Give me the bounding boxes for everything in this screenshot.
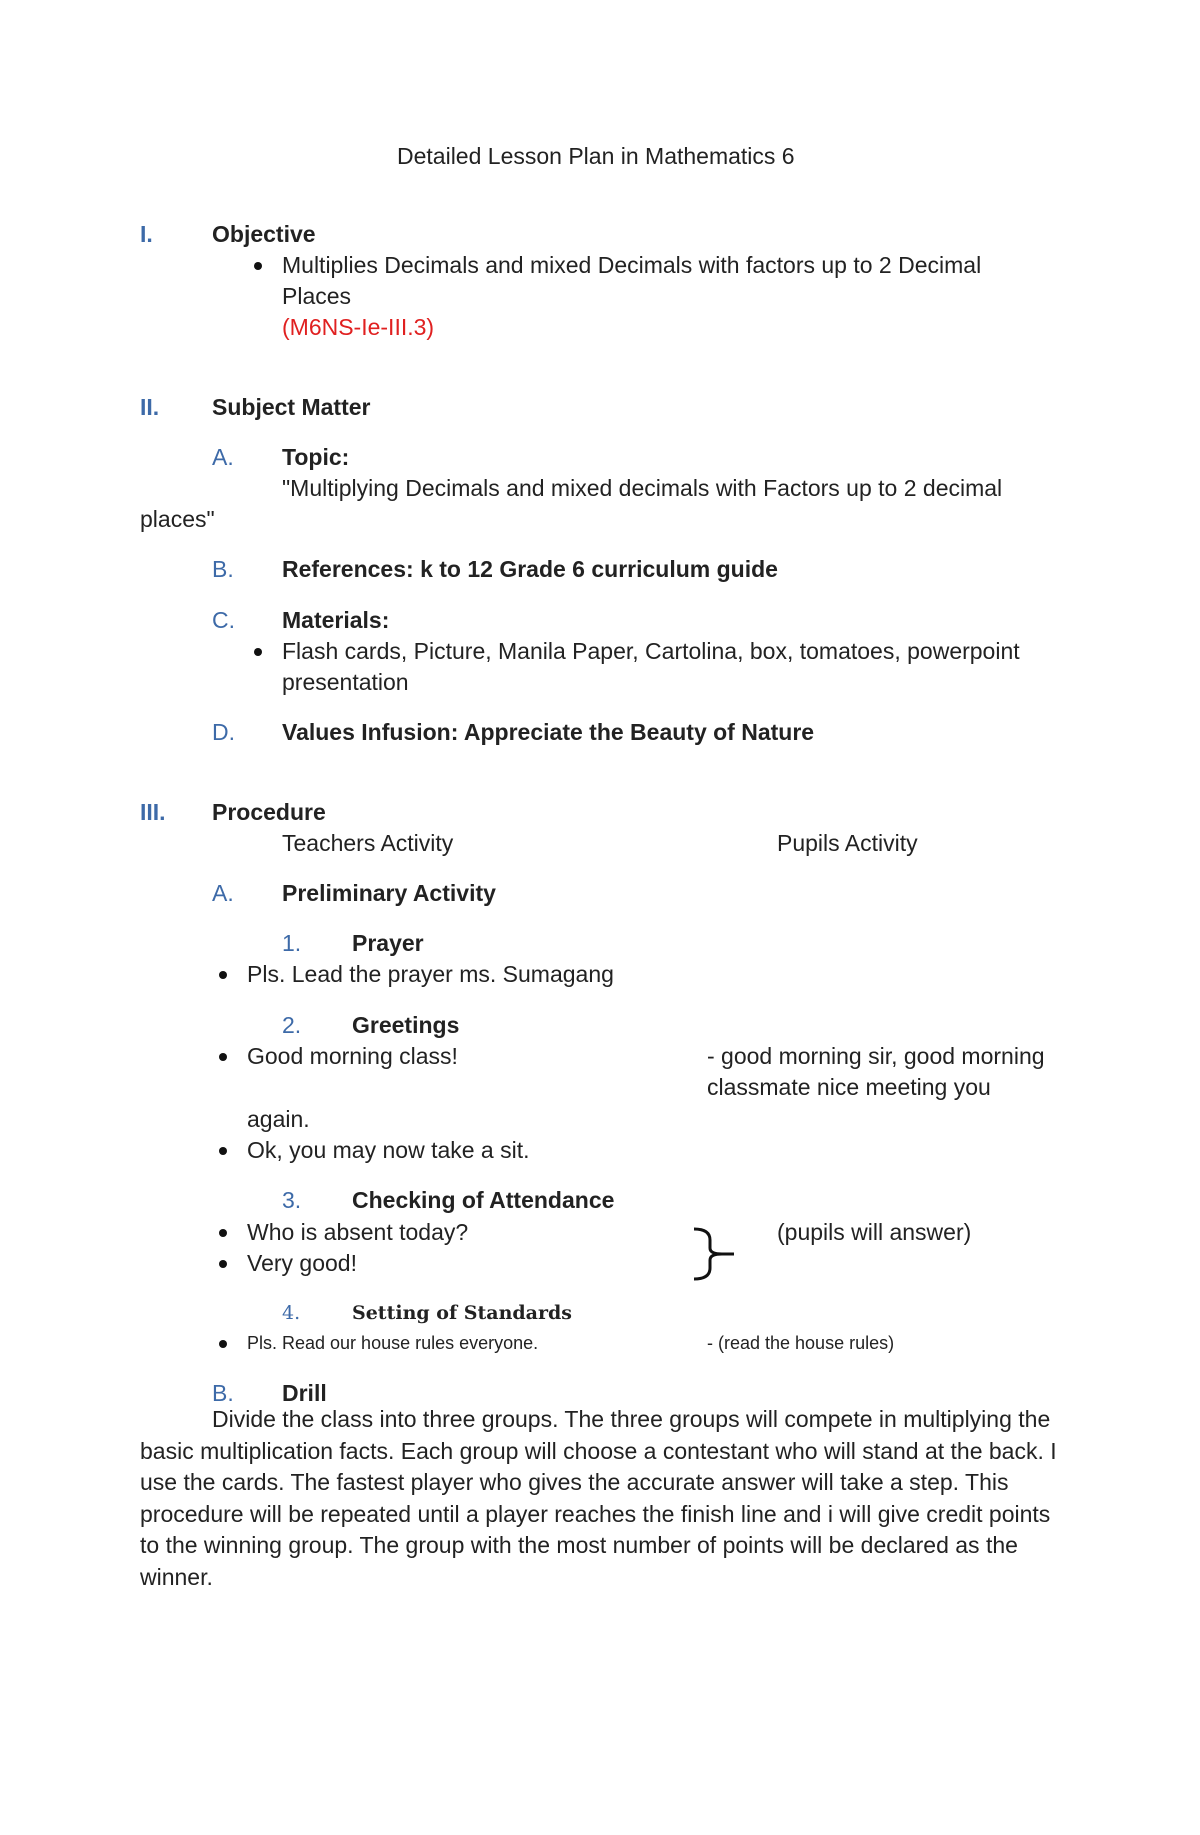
greetings-label: Greetings bbox=[352, 1012, 460, 1038]
objective-bullet: Multiplies Decimals and mixed Decimals with factors up to 2 Decimal bbox=[282, 252, 982, 278]
pupils-column-header: Pupils Activity bbox=[777, 830, 918, 856]
section-number: III. bbox=[140, 799, 166, 825]
section-heading: Procedure bbox=[212, 799, 326, 825]
greetings-teacher: Good morning class! bbox=[247, 1043, 458, 1069]
objective-bullet-continued: Places bbox=[282, 283, 352, 309]
attendance-pupil: (pupils will answer) bbox=[777, 1219, 972, 1245]
item-letter: B. bbox=[212, 556, 234, 582]
teachers-column-header: Teachers Activity bbox=[282, 830, 454, 856]
page-title: Detailed Lesson Plan in Mathematics 6 bbox=[397, 143, 795, 169]
curly-brace-icon bbox=[690, 1226, 738, 1282]
references-label: References: k to 12 Grade 6 curriculum guide bbox=[282, 556, 778, 582]
standards-pupil: - (read the house rules) bbox=[707, 1333, 895, 1353]
prayer-label: Prayer bbox=[352, 930, 424, 956]
values-label: Values Infusion: Appreciate the Beauty of Nature bbox=[282, 719, 815, 745]
item-letter: A. bbox=[212, 444, 234, 470]
attendance-teacher: Who is absent today? bbox=[247, 1219, 469, 1245]
item-letter: D. bbox=[212, 719, 235, 745]
drill-text: Divide the class into three groups. The three groups will compete in multiplying the basic multiplication facts. Each group will choose a contestant who will stand at the back. I use the cards. The fastest player who gives the accurate answer will take a step. This procedure will be repeated until a player reaches the finish line and i will give credit points to the winning group. The group with the most number of points will be declared as the winner. bbox=[140, 1406, 1057, 1590]
prayer-text: Pls. Lead the prayer ms. Sumagang bbox=[247, 961, 614, 987]
section-heading: Subject Matter bbox=[212, 394, 371, 420]
step-number: 4. bbox=[282, 1302, 301, 1324]
standards-teacher: Pls. Read our house rules everyone. bbox=[247, 1328, 538, 1358]
materials-label: Materials: bbox=[282, 607, 390, 633]
drill-paragraph bbox=[140, 1404, 1068, 1593]
sit-instruction: Ok, you may now take a sit. bbox=[247, 1137, 530, 1163]
preliminary-label: Preliminary Activity bbox=[282, 880, 496, 906]
topic-text-continued: places" bbox=[140, 506, 215, 532]
attendance-teacher: Very good! bbox=[247, 1250, 357, 1276]
topic-text: "Multiplying Decimals and mixed decimals with Factors up to 2 decimal bbox=[282, 475, 1003, 501]
greetings-pupil: - good morning sir, good morning bbox=[707, 1043, 1045, 1069]
drill-label: Drill bbox=[282, 1380, 327, 1406]
section-number: I. bbox=[140, 221, 153, 247]
materials-bullet: Flash cards, Picture, Manila Paper, Cartolina, box, tomatoes, powerpoint bbox=[282, 638, 1020, 664]
step-number: 1. bbox=[282, 930, 302, 956]
topic-label: Topic: bbox=[282, 444, 350, 470]
item-letter: A. bbox=[212, 880, 234, 906]
materials-bullet-continued: presentation bbox=[282, 669, 409, 695]
step-number: 2. bbox=[282, 1012, 302, 1038]
step-number: 3. bbox=[282, 1187, 302, 1213]
greetings-pupil-continued: classmate nice meeting you bbox=[707, 1074, 991, 1100]
standards-label: Setting of Standards bbox=[352, 1302, 572, 1324]
section-number: II. bbox=[140, 394, 160, 420]
section-heading: Objective bbox=[212, 221, 316, 247]
attendance-label: Checking of Attendance bbox=[352, 1187, 615, 1213]
competency-code: (M6NS-Ie-III.3) bbox=[282, 314, 435, 340]
greetings-pupil-continued: again. bbox=[247, 1106, 310, 1132]
item-letter: C. bbox=[212, 607, 235, 633]
item-letter: B. bbox=[212, 1380, 234, 1406]
